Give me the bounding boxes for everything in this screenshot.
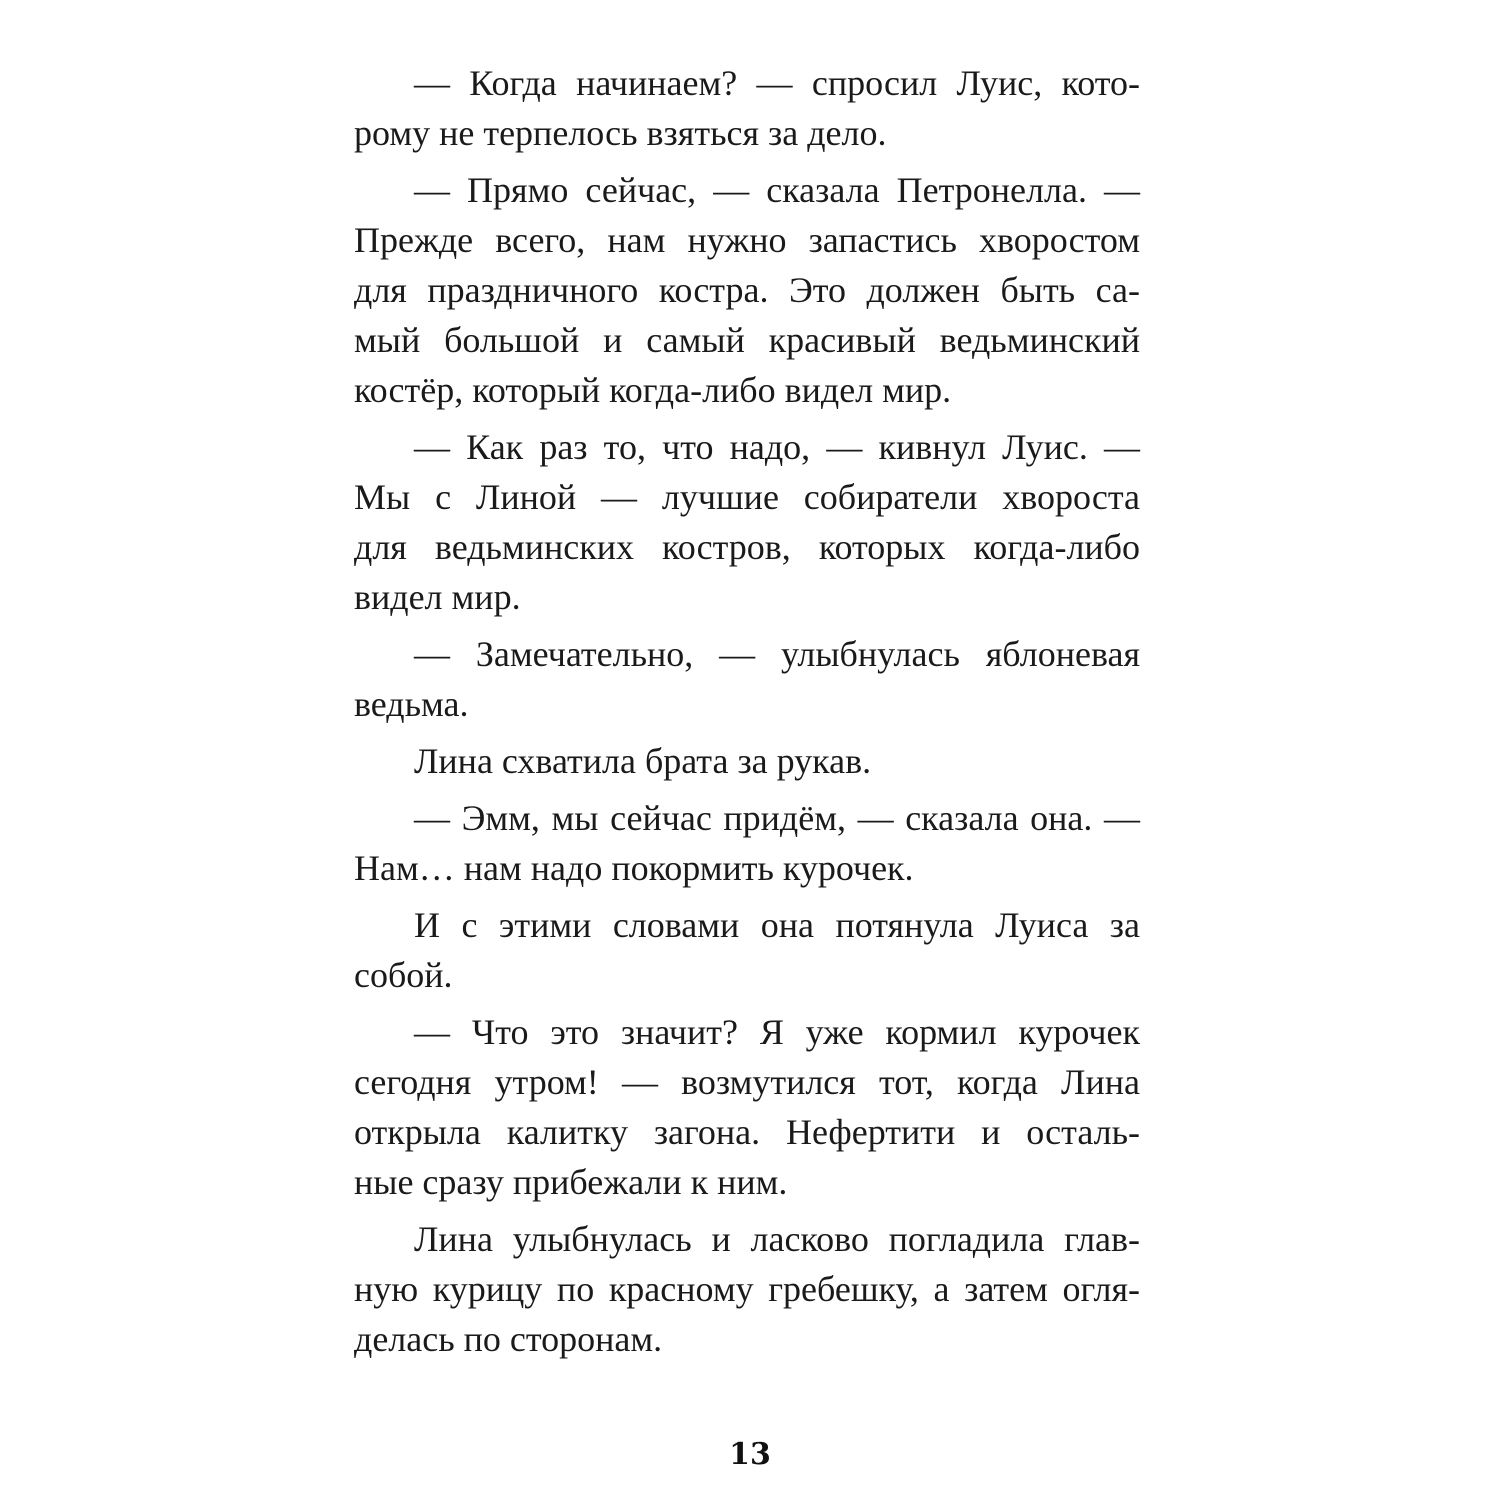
text-line: ную курицу по красному гребешку, а затем огля- bbox=[354, 1269, 1140, 1309]
text-line: Мы с Линой — лучшие собиратели хвороста bbox=[354, 477, 1140, 517]
paragraph bbox=[354, 58, 1140, 158]
text-line: Лина схватила брата за рукав. bbox=[414, 741, 872, 781]
paragraph bbox=[354, 422, 1140, 622]
text-line: мый большой и самый красивый ведьминский bbox=[354, 320, 1140, 360]
page-number: 13 bbox=[729, 1437, 771, 1472]
text-line: ные сразу прибежали к ним. bbox=[354, 1162, 788, 1202]
text-line: Лина улыбнулась и ласково погладила глав- bbox=[414, 1219, 1140, 1259]
paragraph bbox=[354, 900, 1140, 1000]
text-line: видел мир. bbox=[354, 577, 521, 617]
text-line: открыла калитку загона. Нефертити и осталь- bbox=[354, 1112, 1140, 1152]
text-line: для праздничного костра. Это должен быть са- bbox=[354, 270, 1140, 310]
text-line: Прежде всего, нам нужно запастись хворостом bbox=[354, 220, 1140, 260]
text-line: рому не терпелось взяться за дело. bbox=[354, 113, 887, 153]
text-line: собой. bbox=[354, 955, 453, 995]
text-line: И с этими словами она потянула Луиса за bbox=[414, 905, 1140, 945]
text-line: костёр, который когда-либо видел мир. bbox=[354, 370, 952, 410]
text-line: — Как раз то, что надо, — кивнул Луис. — bbox=[414, 427, 1140, 467]
text-line: — Что это значит? Я уже кормил курочек bbox=[414, 1012, 1140, 1052]
text-line: — Эмм, мы сейчас придём, — сказала она. — bbox=[414, 798, 1140, 838]
text-line: делась по сторонам. bbox=[354, 1319, 663, 1359]
text-line: — Когда начинаем? — спросил Луис, кото- bbox=[414, 63, 1140, 103]
paragraph bbox=[354, 629, 1140, 729]
text-line: — Прямо сейчас, — сказала Петронелла. — bbox=[414, 170, 1140, 210]
paragraph bbox=[354, 165, 1140, 415]
text-line: Нам… нам надо покормить курочек. bbox=[354, 848, 914, 888]
paragraph bbox=[354, 1007, 1140, 1207]
text-line: сегодня утром! — возмутился тот, когда Лина bbox=[354, 1062, 1140, 1102]
paragraph bbox=[354, 793, 1140, 893]
body-text bbox=[354, 58, 1140, 1371]
text-line: ведьма. bbox=[354, 684, 469, 724]
paragraph bbox=[354, 1214, 1140, 1364]
text-line: — Замечательно, — улыбнулась яблоневая bbox=[414, 634, 1140, 674]
paragraph bbox=[354, 736, 1140, 786]
text-line: для ведьминских костров, которых когда-либо bbox=[354, 527, 1140, 567]
